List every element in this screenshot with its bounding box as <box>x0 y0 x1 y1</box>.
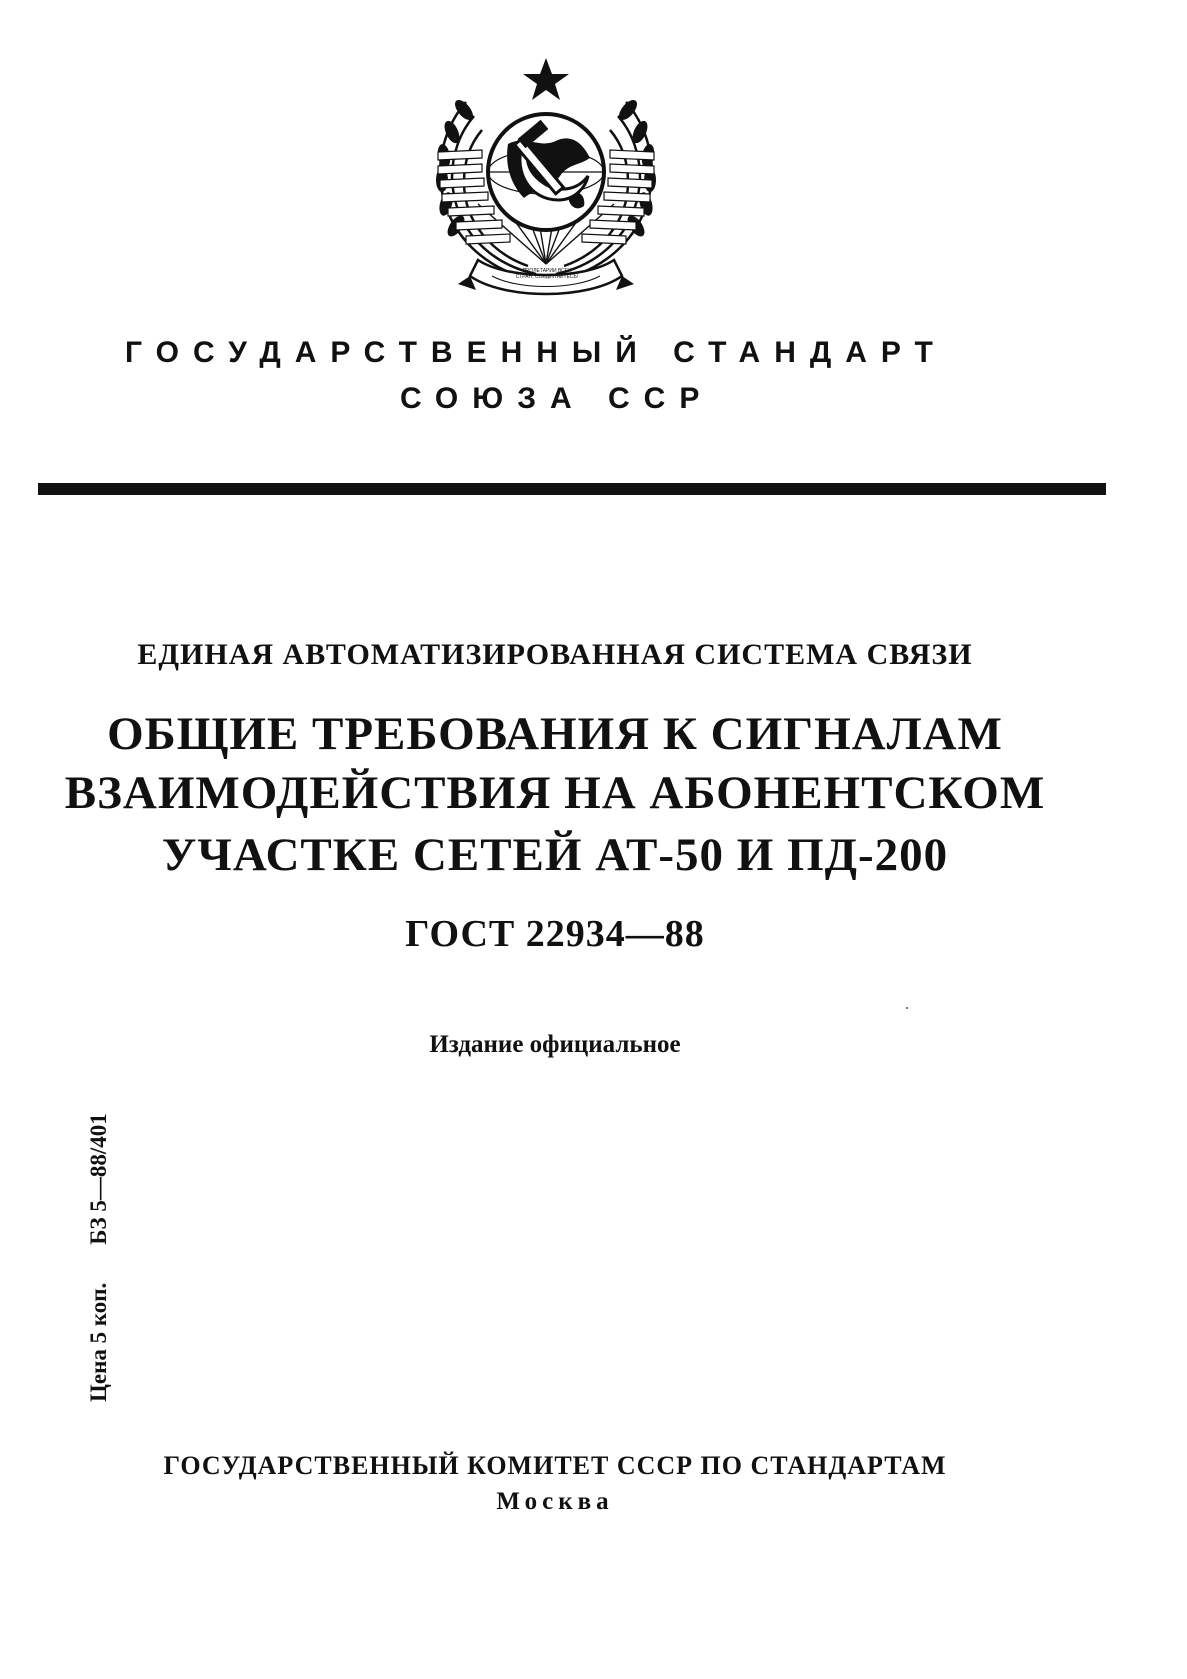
publisher-city: Москва <box>496 1488 614 1515</box>
edition-label: Издание официальное <box>429 1031 681 1058</box>
gost-number: ГОСТ 22934—88 <box>405 913 705 955</box>
price-label: Цена 5 коп. <box>86 1282 111 1402</box>
emblem-ribbon-text-line2: СТРАН, СОЕДИНЯЙТЕСЬ! <box>515 274 579 280</box>
document-title-line3: УЧАСТКЕ СЕТЕЙ АТ-50 И ПД-200 <box>161 829 949 881</box>
header-ussr: СОЮЗА ССР <box>400 382 714 415</box>
header-state-standard: ГОСУДАРСТВЕННЫЙ СТАНДАРТ <box>125 336 947 369</box>
side-price-code <box>86 1113 112 1402</box>
emblem-ribbon-text <box>510 268 584 280</box>
scan-speck <box>906 1007 908 1009</box>
publisher: ГОСУДАРСТВЕННЫЙ КОМИТЕТ СССР ПО СТАНДАРТАМ <box>163 1451 947 1480</box>
document-series: ЕДИНАЯ АВТОМАТИЗИРОВАННАЯ СИСТЕМА СВЯЗИ <box>137 638 973 671</box>
catalog-code: БЗ 5—88/401 <box>86 1113 111 1245</box>
horizontal-rule-divider <box>38 483 1106 495</box>
emblem-star-icon <box>523 58 569 100</box>
document-title-line1: ОБЩИЕ ТРЕБОВАНИЯ К СИГНАЛАМ <box>107 708 1003 760</box>
document-title-line2: ВЗАИМОДЕЙСТВИЯ НА АБОНЕНТСКОМ <box>64 767 1046 819</box>
emblem-ribbon-text-line1: ПРОЛЕТАРИИ ВСЕХ <box>522 268 572 274</box>
